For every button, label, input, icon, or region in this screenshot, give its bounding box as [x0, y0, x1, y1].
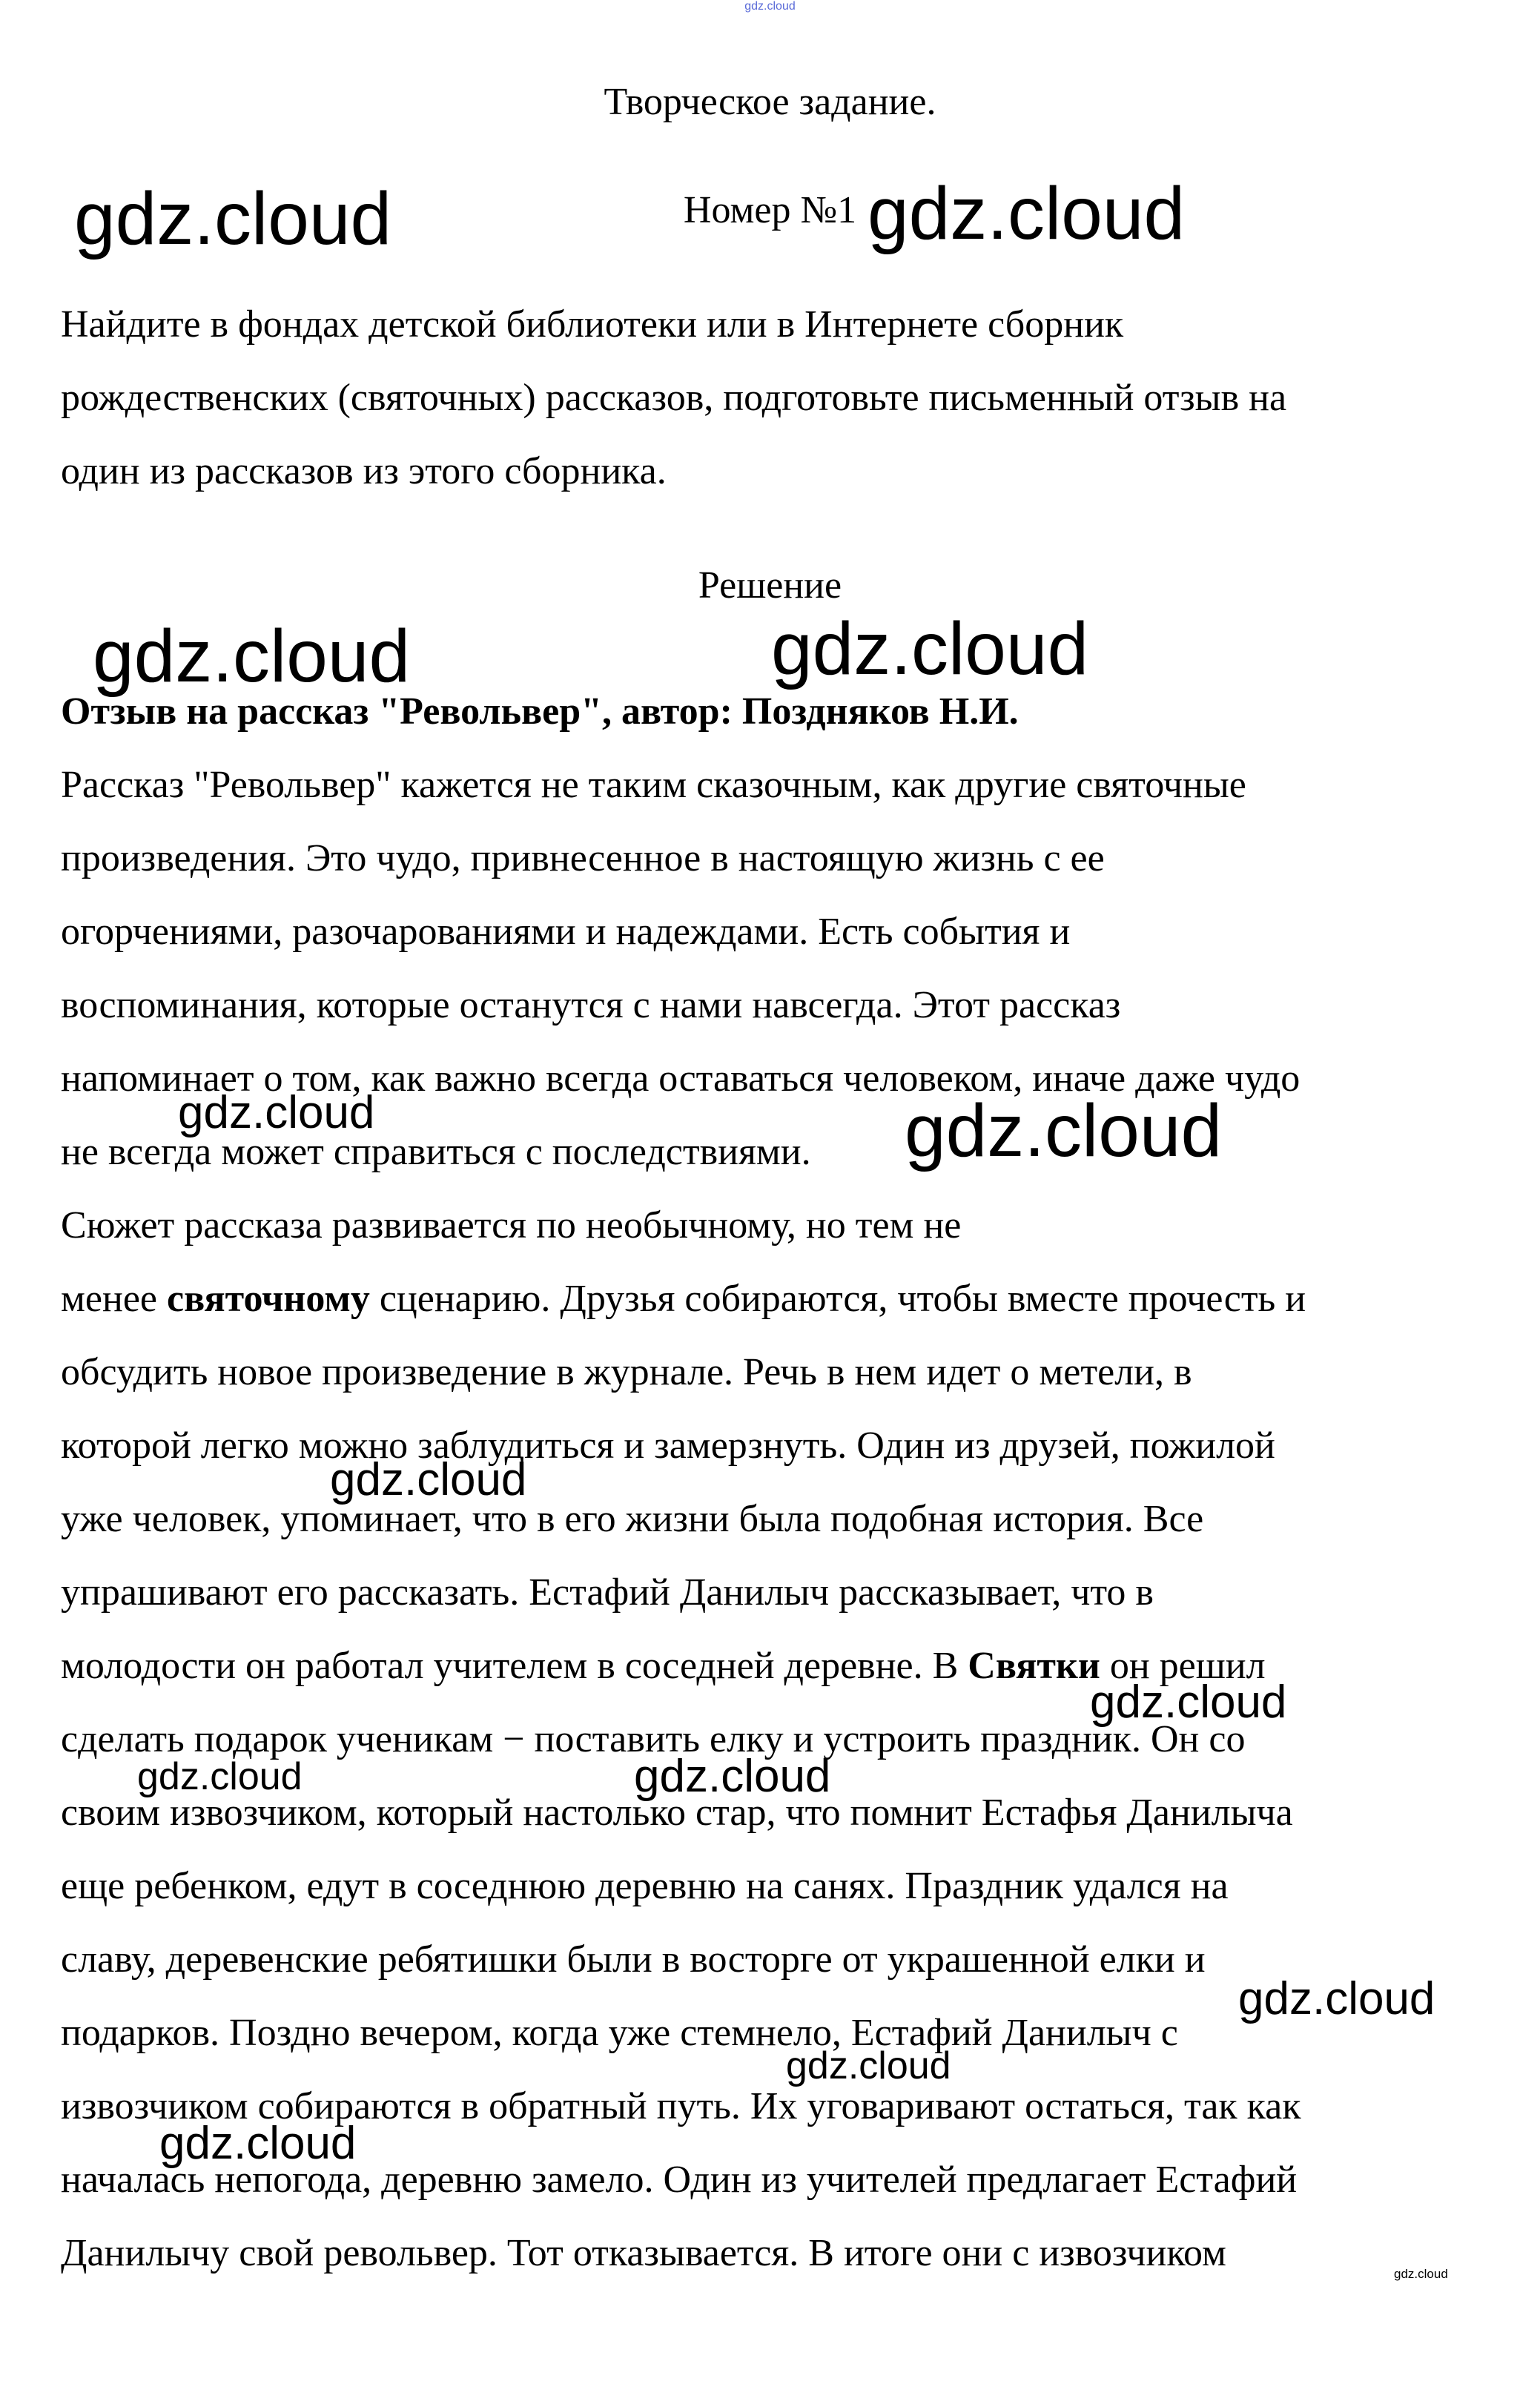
- review-title: Отзыв на рассказ "Револьвер", автор: Поздняков Н.И.: [61, 690, 1019, 733]
- bold-term: Святки: [968, 1645, 1100, 1687]
- text-segment: менее: [61, 1278, 167, 1320]
- watermark: gdz.cloud: [178, 1087, 375, 1138]
- task-line: рождественских (святочных) рассказов, подготовьте письменный отзыв на: [61, 377, 1287, 419]
- text-line: извозчиком собираются в обратный путь. Их уговаривают остаться, так как: [61, 2085, 1301, 2127]
- text-segment: он решил: [1100, 1645, 1266, 1687]
- text-line: началась непогода, деревню замело. Один из учителей предлагает Естафий: [61, 2159, 1298, 2201]
- text-line: Рассказ "Револьвер" кажется не таким сказочным, как другие святочные: [61, 764, 1246, 806]
- text-line: огорчениями, разочарованиями и надеждами. Есть события и: [61, 911, 1071, 953]
- watermark: gdz.cloud: [771, 607, 1089, 690]
- text-line: обсудить новое произведение в журнале. Речь в нем идет о метели, в: [61, 1351, 1192, 1393]
- watermark: gdz.cloud: [1238, 1973, 1435, 2024]
- watermark: gdz.cloud: [93, 615, 411, 698]
- top-watermark: gdz.cloud: [744, 0, 796, 13]
- watermark: gdz.cloud: [74, 177, 392, 260]
- text-line: воспоминания, которые останутся с нами навсегда. Этот рассказ: [61, 984, 1121, 1026]
- text-segment: молодости он работал учителем в соседней деревне. В: [61, 1645, 968, 1687]
- watermark: gdz.cloud: [1394, 2267, 1448, 2281]
- text-line: не всегда может справиться с последствиями.: [61, 1131, 811, 1173]
- watermark: gdz.cloud: [137, 1755, 303, 1798]
- solution-text: [61, 675, 1492, 2290]
- text-line: произведения. Это чудо, привнесенное в настоящую жизнь с ее: [61, 837, 1105, 879]
- page-title: Творческое задание.: [604, 81, 936, 123]
- watermark: gdz.cloud: [634, 1751, 831, 1802]
- watermark: gdz.cloud: [868, 172, 1186, 255]
- text-line: подарков. Поздно вечером, когда уже стемнело, Естафий Данилыч с: [61, 2012, 1178, 2054]
- text-line: Данилычу свой револьвер. Тот отказывается. В итоге они с извозчиком: [61, 2232, 1226, 2274]
- watermark: gdz.cloud: [1090, 1677, 1287, 1728]
- text-line: Сюжет рассказа развивается по необычному, но тем не: [61, 1204, 962, 1247]
- text-line: сделать подарок ученикам − поставить елку и устроить праздник. Он со: [61, 1718, 1246, 1760]
- text-line: упрашивают его рассказать. Естафий Данилыч рассказывает, что в: [61, 1571, 1154, 1614]
- text-line: уже человек, упоминает, что в его жизни была подобная история. Все: [61, 1498, 1204, 1540]
- task-number: Номер №1: [683, 189, 857, 231]
- watermark: gdz.cloud: [786, 2044, 951, 2087]
- bold-term: святочному: [166, 1278, 370, 1320]
- text-line: напоминает о том, как важно всегда оставаться человеком, иначе даже чудо: [61, 1057, 1301, 1100]
- text-segment: сценарию. Друзья собираются, чтобы вместе прочесть и: [369, 1278, 1306, 1320]
- text-line: [61, 1262, 1492, 1335]
- text-line: славу, деревенские ребятишки были в восторге от украшенной елки и: [61, 1938, 1206, 1981]
- watermark: gdz.cloud: [330, 1454, 527, 1505]
- text-line: своим извозчиком, который настолько стар, что помнит Естафья Данилыча: [61, 1792, 1293, 1834]
- watermark: gdz.cloud: [905, 1089, 1223, 1172]
- solution-heading: Решение: [698, 564, 842, 607]
- task-line: Найдите в фондах детской библиотеки или в Интернете сборник: [61, 303, 1124, 346]
- text-line: еще ребенком, едут в соседнюю деревню на санях. Праздник удался на: [61, 1865, 1229, 1907]
- task-line: один из рассказов из этого сборника.: [61, 450, 667, 492]
- task-text: [61, 288, 1492, 508]
- watermark: gdz.cloud: [159, 2118, 357, 2169]
- text-line: которой легко можно заблудиться и замерзнуть. Один из друзей, пожилой: [61, 1424, 1275, 1467]
